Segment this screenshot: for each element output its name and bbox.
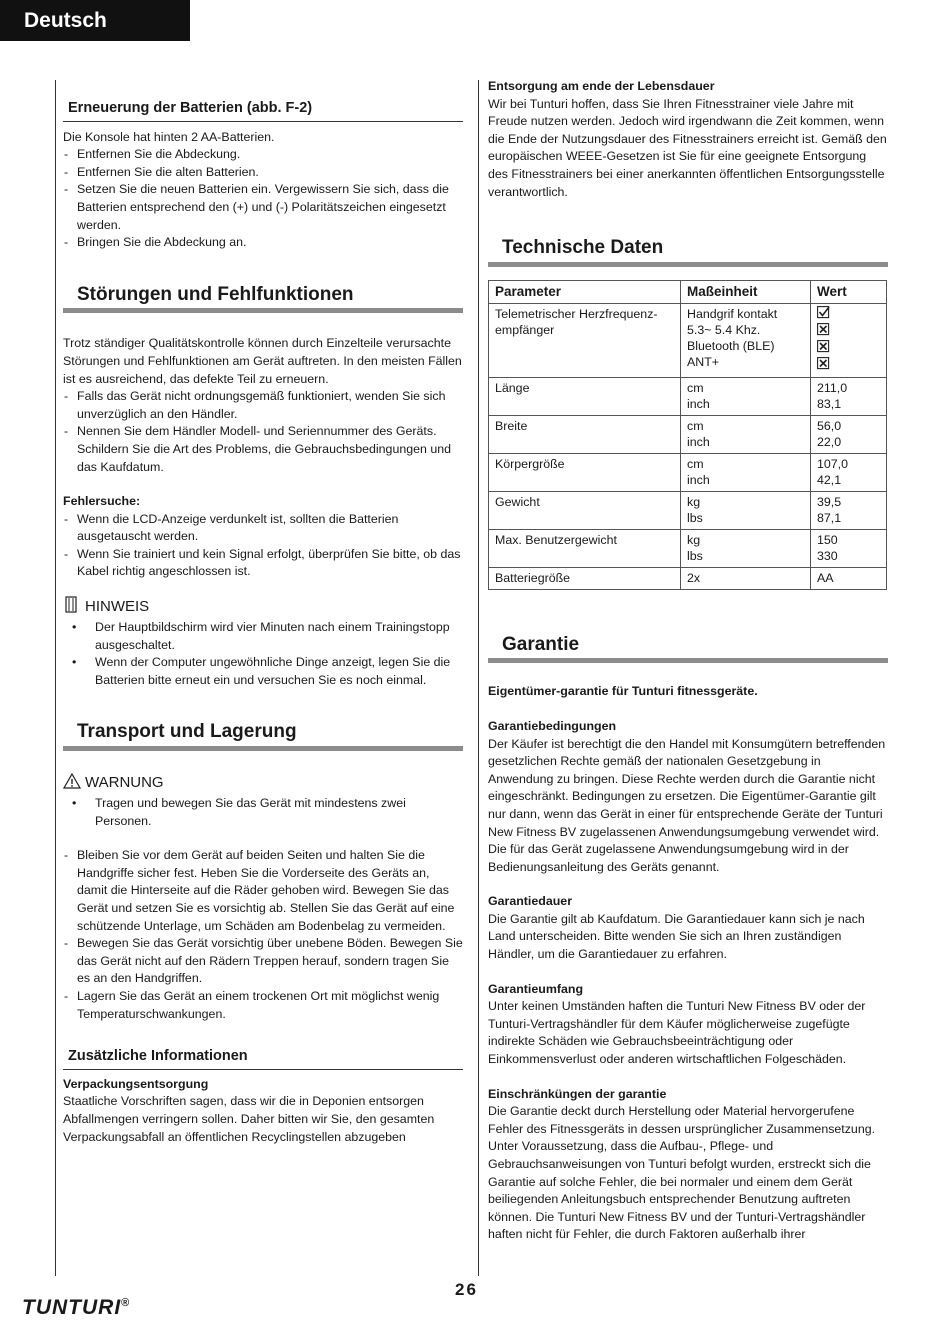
warranty-limits-heading: Einschränküngen der garantie [488,1086,667,1101]
table-cell: cm inch [681,453,811,491]
warranty-duration-text: Die Garantie gilt ab Kaufdatum. Die Garantiedauer kann sich je nach Land unterscheiden. Bitte wenden Sie sich an Ihren zuständigen Händler, um die Garantiedauer zu erfahren. [488,911,865,962]
warranty-scope-text: Unter keinen Umständen haften die Tunturi New Fitness BV oder der Tunturi-Vertragshändler für dem Käufer möglicherweise zugefügte indirekte Schäden wie Gebrauchsbeeinträchtigung oder Einkommensverlust oder anderen wirtschaftlichen Folgeschäden. [488,999,866,1067]
table-cell: Telemetrischer Herzfrequenz-empfänger [489,303,681,377]
warning-notice [63,773,463,793]
list-item: - Entfernen Sie die alten Batterien. [63,164,463,182]
right-column [488,78,888,1244]
list-item: - Wenn die LCD-Anzeige verdunkelt ist, sollten die Batterien ausgetauscht werden. [63,511,463,546]
table-cell: Batteriegröße [489,567,681,589]
transport-heading: Transport und Lagerung [63,723,463,751]
faults-list [63,388,463,476]
faults-intro: Trotz ständiger Qualitätskontrolle können durch Einzelteile verursachte Störungen und Fehlfunktionen am Gerät auftreten. In den meisten Fällen ist es ausreichend, das defekte Teil zu erneuern. [63,336,462,386]
table-row [489,303,887,377]
batteries-heading: Erneuerung der Batterien (abb. F-2) [63,100,463,122]
table-cell: Körpergröße [489,453,681,491]
table-header: Wert [811,280,887,303]
troubleshoot-heading: Fehlersuche: [63,494,141,509]
table-cell: cm inch [681,377,811,415]
check-mark-icon [817,306,880,323]
table-row [489,453,887,491]
note-label: HINWEIS [85,598,150,616]
list-item: - Entfernen Sie die Abdeckung. [63,146,463,164]
table-cell: 2x [681,567,811,589]
batteries-intro: Die Konsole hat hinten 2 AA-Batterien. [63,129,275,144]
list-item: • Der Hauptbildschirm wird vier Minuten nach einem Trainingstopp ausgeschaltet. [63,619,463,654]
list-item: - Wenn Sie trainiert und kein Signal erfolgt, überprüfen Sie bitte, ob das Kabel richtig angeschlossen ist. [63,546,463,581]
transport-steps [63,847,463,1023]
brand-logo: TUNTURI® [22,1296,131,1319]
warning-list [63,795,463,830]
table-row [489,491,887,529]
list-item: - Lagern Sie das Gerät an einem trockenen Ort mit möglichst wenig Temperaturschwankungen. [63,988,463,1023]
specs-table [488,280,887,590]
warranty-limits-text: Die Garantie deckt durch Herstellung oder Material hervorgerufene Fehler des Fitnessgeräts in dessen ursprünglicher Zusammensetzung. Unter Voraussetzung, dass die Aufbau-, Pflege- und Gebrauchsanweisungen von Tunturi befolgt wurden, erstreckt sich die Garantie auf solche Fehler, die bei normaler und einem dem Gerät beiliegenden Anleitungsbuch entsprechender Benutzung auftreten können. Die Tunturi New Fitness BV und der Tunturi-Vertragshändler haften nicht für Fehler, die durch Faktoren außerhalb ihrer [488,1104,876,1242]
table-cell: AA [811,567,887,589]
table-cell [811,303,887,377]
list-item: - Nennen Sie dem Händler Modell- und Seriennummer des Geräts. Schildern Sie die Art des Problems, die Gebrauchsbedingungen und das Kaufdatum. [63,423,463,476]
table-cell: Breite [489,415,681,453]
table-row [489,377,887,415]
warning-label: WARNUNG [85,774,164,792]
note-notice [63,597,463,617]
table-row [489,567,887,589]
table-cell: kg lbs [681,529,811,567]
packaging-heading: Verpackungsentsorgung [63,1076,209,1091]
table-cell: cm inch [681,415,811,453]
table-header-row [489,280,887,303]
table-cell: 56,0 22,0 [811,415,887,453]
disposal-heading: Entsorgung am ende der Lebensdauer [488,79,715,93]
table-row [489,415,887,453]
table-header: Maßeinheit [681,280,811,303]
note-list [63,619,463,689]
batteries-steps [63,146,463,252]
table-cell: Max. Benutzergewicht [489,529,681,567]
table-cell: 107,0 42,1 [811,453,887,491]
table-cell: 39,5 87,1 [811,491,887,529]
list-item: • Wenn der Computer ungewöhnliche Dinge anzeigt, legen Sie die Batterien bitte erneut ein und versuchen Sie es noch einmal. [63,654,463,689]
faults-heading: Störungen und Fehlfunktionen [63,286,463,314]
table-cell: Gewicht [489,491,681,529]
warranty-conditions-text: Der Käufer ist berechtigt die den Handel mit Konsumgütern betreffenden gesetzlichen Rechte gemäß der nationalen Gesetzgebung in Anwendung zu bringen. Diese Rechte werden durch die Garantie nicht eingeschränkt. Bedingungen zu ersetzen. Die Eigentümer-Garantie gilt nur dann, wenn das Gerät in einer für entsprechende Geräte der Tunturi New Fitness BV zugelassenen Anwendungsumgebung verwendet wird. Die für das Gerät zugelassene Anwendungsumgebung wird in der Bedienungsanleitung des Geräts genannt. [488,736,886,874]
left-column [63,100,463,1146]
table-header: Parameter [489,280,681,303]
table-cell: 211,0 83,1 [811,377,887,415]
disposal-text: Wir bei Tunturi hoffen, dass Sie Ihren Fitnesstrainer viele Jahre mit Freude nutzen werden. Jedoch wird irgendwann die Zeit kommen, wenn die Ende der Nutzungsdauer des Fitnesstrainers erreicht ist. Gemäß den europäischen WEEE-Gesetzen ist Sie für eine geeignete Entsorgung des Fitnesstrainers bei einer anerkannten öffentlichen Entsorgungsstelle verantwortlich. [488,96,887,199]
language-tab: Deutsch [0,0,190,41]
warranty-heading: Garantie [488,636,888,664]
page-number: 26 [455,1280,478,1299]
table-cell [681,303,811,377]
unit-line: ANT+ [687,354,720,369]
warranty-conditions-heading: Garantiebedingungen [488,718,617,733]
table-cell: Länge [489,377,681,415]
unit-line: Bluetooth (BLE) [687,338,775,353]
list-item: - Bleiben Sie vor dem Gerät auf beiden Seiten und halten Sie die Handgriffe sicher fest. Heben Sie die Vorderseite des Geräts an, damit die Hinterseite auf die Räder gehoben wird. Bewegen Sie das Gerät und setzen Sie es vorsichtig ab. Stellen Sie das Gerät auf eine schützende Unterlage, um Schäden am Bodenbelag zu vermeiden. [63,847,463,935]
troubleshoot-list [63,511,463,581]
table-cell: kg lbs [681,491,811,529]
list-item: - Bewegen Sie das Gerät vorsichtig über unebene Böden. Bewegen Sie das Gerät nicht auf den Rädern Treppen herauf, sondern tragen Sie es an den Handgriffen. [63,935,463,988]
center-column-rule [478,80,479,1276]
table-cell: 150 330 [811,529,887,567]
warranty-duration-heading: Garantiedauer [488,894,573,909]
left-column-rule [55,80,56,1276]
warranty-scope-heading: Garantieumfang [488,981,584,996]
cross-mark-icon [817,323,880,340]
cross-mark-icon [817,340,880,357]
table-row [489,529,887,567]
list-item: - Bringen Sie die Abdeckung an. [63,234,463,252]
list-item: - Falls das Gerät nicht ordnungsgemäß funktioniert, wenden Sie sich unverzüglich an den Händler. [63,388,463,423]
warning-icon [63,773,85,794]
additional-heading: Zusätzliche Informationen [63,1048,463,1070]
specs-heading: Technische Daten [488,239,888,267]
list-item: - Setzen Sie die neuen Batterien ein. Vergewissern Sie sich, dass die Batterien entsprechend den (+) und (-) Polaritätszeichen eingesetzt werden. [63,181,463,234]
packaging-text: Staatliche Vorschriften sagen, dass wir die in Deponien entsorgen Abfallmengen verringern sollen. Daher bitten wir Sie, den gesamten Verpackungsabfall an öffentlichen Recyclingstellen abzugeben [63,1094,435,1144]
owner-warranty-heading: Eigentümer-garantie für Tunturi fitnessgeräte. [488,684,758,699]
unit-line: 5.3~ 5.4 Khz. [687,322,761,337]
note-icon [63,596,85,619]
cross-mark-icon [817,357,880,374]
list-item: • Tragen und bewegen Sie das Gerät mit mindestens zwei Personen. [63,795,463,830]
unit-line: Handgrif kontakt [687,306,778,321]
